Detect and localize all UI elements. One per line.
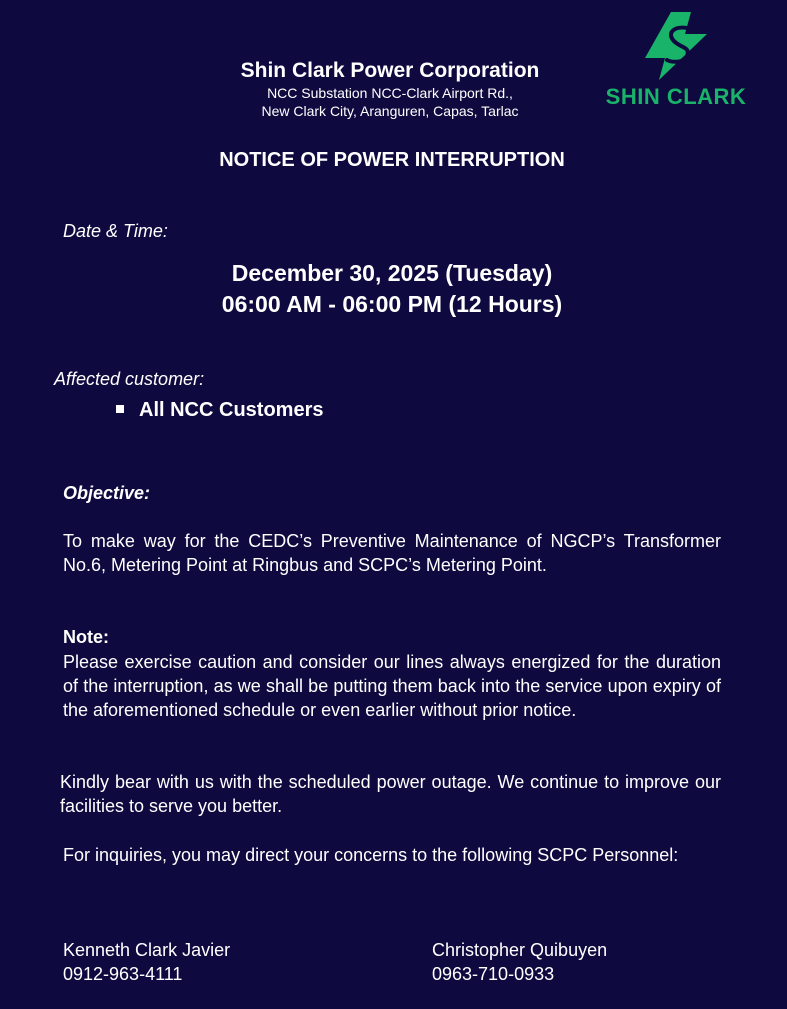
affected-customer-item: [116, 397, 323, 423]
objective-label: Objective:: [63, 483, 151, 503]
interruption-date: December 30, 2025 (Tuesday): [231, 260, 553, 286]
notice-title: NOTICE OF POWER INTERRUPTION: [219, 149, 565, 171]
affected-customer-label: Affected customer:: [54, 369, 205, 389]
contact-name-1: Kenneth Clark Javier: [63, 940, 231, 960]
contact-phone-2: 0963-710-0933: [432, 964, 555, 984]
closing-text: Kindly bear with us with the scheduled power outage. We continue to improve our facilities to serve you better.: [60, 772, 721, 816]
contact-phone-1: 0912-963-4111: [63, 964, 183, 984]
logo-text: SHIN CLARK: [605, 84, 747, 109]
company-name: Shin Clark Power Corporation: [240, 59, 540, 82]
note-text: Please exercise caution and consider our lines always energized for the duration of the interruption, as we shall be putting them back into the service upon expiry of the aforementioned schedule or even earlier without prior notice.: [63, 652, 721, 720]
contact-name-2: Christopher Quibuyen: [432, 940, 608, 960]
bullet-icon: [116, 405, 124, 413]
lightning-s-icon: [597, 10, 755, 84]
address-line-1: NCC Substation NCC-Clark Airport Rd.,: [267, 85, 513, 101]
shin-clark-logo: [597, 10, 755, 110]
date-time-label: Date & Time:: [63, 221, 168, 241]
note-label: Note:: [63, 627, 109, 647]
address-line-2: New Clark City, Aranguren, Capas, Tarlac: [261, 103, 519, 119]
objective-text: To make way for the CEDC’s Preventive Maintenance of NGCP’s Transformer No.6, Metering Point at Ringbus and SCPC’s Metering Point.: [63, 531, 721, 575]
affected-customer-text: All NCC Customers: [139, 399, 324, 421]
inquiries-text: For inquiries, you may direct your concerns to the following SCPC Personnel:: [63, 845, 679, 865]
interruption-time: 06:00 AM - 06:00 PM (12 Hours): [221, 291, 563, 317]
